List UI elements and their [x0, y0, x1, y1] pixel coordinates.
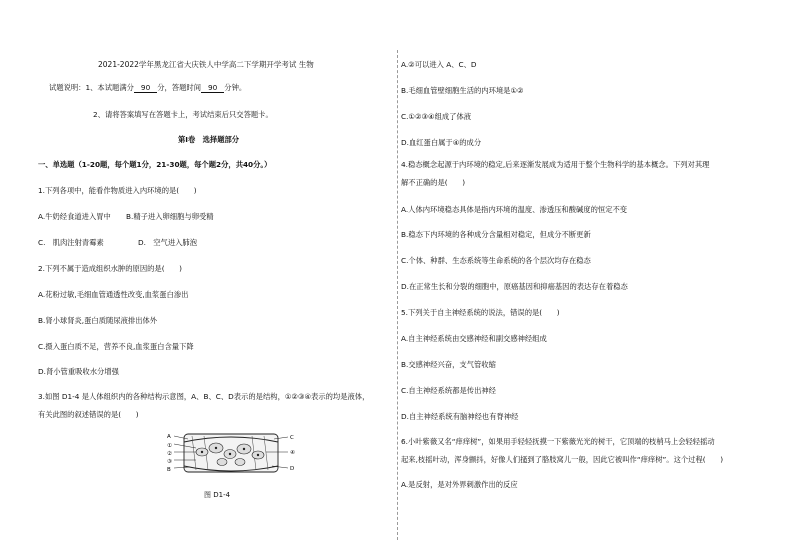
q2-option-c: C.摄入蛋白质不足，营养不良,血浆蛋白含量下降	[38, 342, 194, 351]
q5-option-c: C.自主神经系统都是传出神经	[401, 386, 496, 395]
q4-option-b: B.稳态下内环境的各种成分含量相对稳定，但成分不断更新	[401, 230, 591, 239]
q4-option-a: A.人体内环境稳态具体是指内环境的温度、渗透压和酸碱度的恒定不变	[401, 205, 628, 214]
question-6-line-2: 起来,枝摇叶动，浑身颤抖，好像人们搔到了胳肢窝儿一般，因此它被叫作“痒痒树”。这个过程( )	[401, 455, 724, 464]
score-value: 90	[134, 83, 157, 93]
fig-label-a: A	[167, 434, 171, 440]
question-4-line-2: 解不正确的是( )	[401, 178, 466, 187]
q1-option-d: D. 空气进入肺泡	[138, 238, 198, 247]
q2-option-b: B.肾小球肾炎,蛋白质随尿液排出体外	[38, 316, 158, 325]
q1-option-a: A.牛奶经食道进入胃中	[38, 212, 111, 221]
q1-option-c: C. 肌肉注射青霉素	[38, 238, 104, 247]
instructions-line-1	[49, 83, 246, 93]
part-title: 第Ⅰ卷 选择题部分	[178, 135, 240, 144]
tissue-diagram	[166, 430, 296, 478]
column-divider	[397, 50, 398, 540]
question-3-line-1: 3.如图 D1-4 是人体组织内的各种结构示意图，A、B、C、D表示的是结构，①②③④表示的均是液体，	[38, 392, 370, 401]
fig-label-3: ③	[167, 459, 172, 465]
fig-label-d: D	[290, 466, 295, 472]
q5-option-b: B.交感神经兴奋，支气管收缩	[401, 360, 496, 369]
q5-option-a: A.自主神经系统由交感神经和副交感神经组成	[401, 334, 547, 343]
tissue-diagram-svg	[166, 430, 296, 478]
question-4-line-1: 4.稳态概念起源于内环境的稳定,后来逐渐发展成为适用于整个生物科学的基本概念。下列对其理	[401, 160, 710, 169]
figure-caption: 图 D1-4	[204, 491, 231, 499]
q2-option-a: A.花粉过敏,毛细血管通透性改变,血浆蛋白渗出	[38, 290, 189, 299]
fig-label-c: C	[290, 435, 294, 441]
question-1: 1.下列各项中，能看作物质进入内环境的是( )	[38, 186, 197, 195]
instr-text-c: 分钟。	[224, 83, 247, 92]
question-3-line-2: 有关此图的叙述错误的是( )	[38, 410, 139, 419]
fig-label-2: ②	[167, 451, 172, 457]
question-6-line-1: 6.小叶紫薇又名“痒痒树”，如果用手轻轻抚摸一下紫薇光光的树干，它顶端的枝梢马上会轻轻摇动	[401, 437, 715, 446]
fig-label-4: ④	[290, 450, 295, 456]
q5-option-d: D.自主神经系统有脑神经也有脊神经	[401, 412, 519, 421]
exam-title: 2021-2022学年黑龙江省大庆铁人中学高二下学期开学考试 生物	[98, 60, 314, 69]
q3-option-a: A.②可以进入 A、C、D	[401, 60, 477, 69]
instructions-line-2: 2、请将答案填写在答题卡上，考试结束后只交答题卡。	[93, 110, 273, 119]
q2-option-d: D.肾小管重吸收水分增强	[38, 367, 119, 376]
question-5: 5.下列关于自主神经系统的说法，错误的是( )	[401, 308, 560, 317]
section-heading: 一、单选题（1-20题，每个题1分，21-30题，每个题2分，共40分。）	[38, 160, 272, 169]
fig-label-1: ①	[167, 443, 172, 449]
question-2: 2.下列不属于造成组织水肿的原因的是( )	[38, 264, 182, 273]
q1-option-b: B.精子进入卵细胞与卵受精	[126, 212, 214, 221]
time-value: 90	[201, 83, 224, 93]
q4-option-d: D.在正常生长和分裂的细胞中，原癌基因和抑癌基因的表达存在着稳态	[401, 282, 628, 291]
q4-option-c: C.个体、种群、生态系统等生命系统的各个层次均存在稳态	[401, 256, 591, 265]
q6-option-a: A.是反射，是对外界刺激作出的反应	[401, 480, 518, 489]
q3-option-d: D.血红蛋白属于④的成分	[401, 138, 482, 147]
instr-text-b: 分，答题时间	[157, 83, 201, 92]
fig-label-b: B	[167, 467, 171, 473]
q3-option-c: C.①②③④组成了体液	[401, 112, 472, 121]
instr-text-a: 试题说明：1、本试题满分	[49, 83, 134, 92]
q3-option-b: B.毛细血管壁细胞生活的内环境是①②	[401, 86, 524, 95]
